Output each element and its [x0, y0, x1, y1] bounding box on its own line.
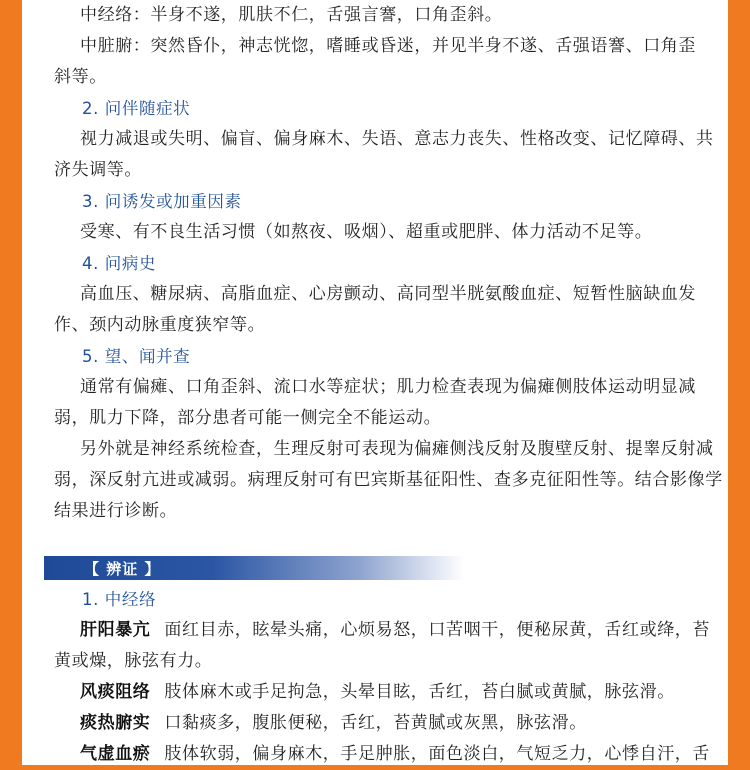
- heading-3: 3. 问诱发或加重因素: [82, 192, 242, 211]
- syndrome-item: [80, 708, 725, 739]
- paragraph: 作、颈内动脉重度狭窄等。: [54, 315, 266, 335]
- syndrome-item: [80, 615, 725, 646]
- text-body: [54, 0, 725, 527]
- paragraph: 弱，肌力下降，部分患者可能一侧完全不能运动。: [54, 408, 442, 428]
- syndrome-term: 气虚血瘀: [80, 744, 151, 764]
- paragraph: 中经络：半身不遂，肌肤不仁，舌强言謇，口角歪斜。: [80, 5, 503, 25]
- syndrome-item: [80, 677, 725, 708]
- syndrome-term: 痰热腑实: [80, 713, 151, 733]
- banner-label: 【 辨证 】: [84, 560, 161, 578]
- paragraph: 结果进行诊断。: [54, 501, 178, 521]
- syndrome-text: 面红目赤，眩晕头痛，心烦易怒，口苦咽干，便秘尿黄，舌红或绛，苔: [164, 620, 711, 640]
- syndrome-text: 口黏痰多，腹胀便秘，舌红，苔黄腻或灰黑，脉弦滑。: [164, 713, 587, 733]
- syndrome-term: 肝阳暴亢: [80, 620, 151, 640]
- heading-5: 5. 望、闻并查: [82, 347, 191, 366]
- paragraph: 黄或燥，脉弦有力。: [54, 651, 213, 671]
- page: [22, 0, 728, 765]
- paragraph: 斜等。: [54, 67, 107, 87]
- paragraph: 另外就是神经系统检查，生理反射可表现为偏瘫侧浅反射及腹壁反射、提睾反射减: [80, 439, 714, 459]
- paragraph: 济失调等。: [54, 160, 142, 180]
- syndrome-term: 风痰阻络: [80, 682, 151, 702]
- paragraph: 通常有偏瘫、口角歪斜、流口水等症状；肌力检查表现为偏瘫侧肢体运动明显减: [80, 377, 696, 397]
- heading-2: 2. 问伴随症状: [82, 99, 191, 118]
- syndrome-section: [54, 584, 725, 770]
- paragraph: 高血压、糖尿病、高脂血症、心房颤动、高同型半胱氨酸血症、短暂性脑缺血发: [80, 284, 696, 304]
- syndrome-item: [80, 739, 725, 770]
- section-banner: [44, 556, 464, 580]
- paragraph: 中脏腑：突然昏仆，神志恍惚，嗜睡或昏迷，并见半身不遂、舌强语謇、口角歪: [80, 36, 696, 56]
- paragraph: 视力减退或失明、偏盲、偏身麻木、失语、意志力丧失、性格改变、记忆障碍、共: [80, 129, 714, 149]
- syndrome-text: 肢体软弱，偏身麻木，手足肿胀，面色淡白，气短乏力，心悸自汗，舌: [164, 744, 711, 764]
- paragraph: 受寒、有不良生活习惯（如熬夜、吸烟）、超重或肥胖、体力活动不足等。: [80, 222, 653, 242]
- heading-1: 1. 中经络: [82, 590, 157, 609]
- heading-4: 4. 问病史: [82, 254, 157, 273]
- syndrome-text: 肢体麻木或手足拘急，头晕目眩，舌红，苔白腻或黄腻，脉弦滑。: [164, 682, 675, 702]
- paragraph: 弱，深反射亢进或减弱。病理反射可有巴宾斯基征阳性、查多克征阳性等。结合影像学: [54, 470, 723, 490]
